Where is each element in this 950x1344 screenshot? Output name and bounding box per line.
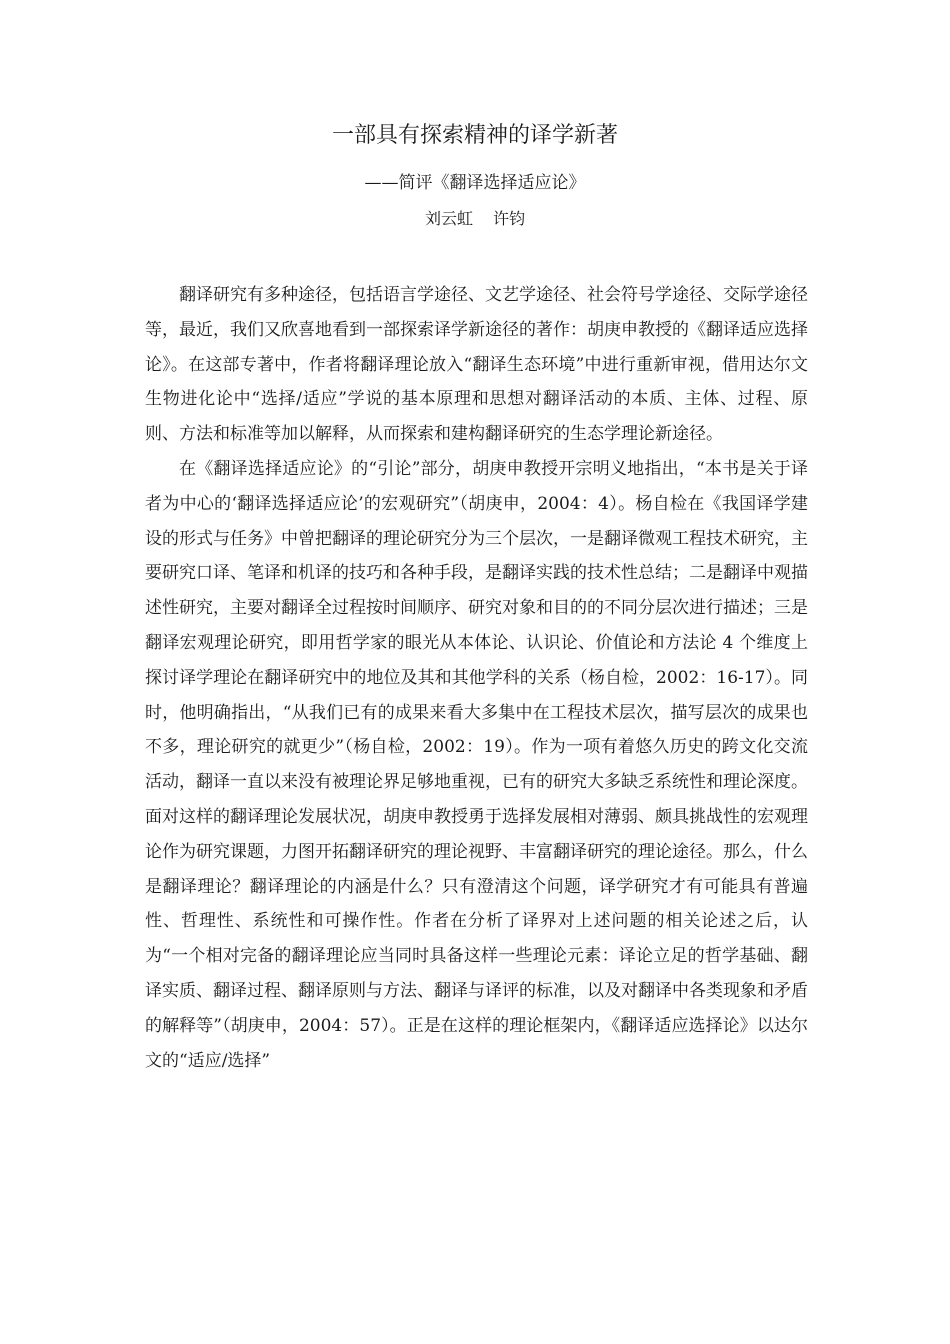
article-title: 一部具有探索精神的译学新著: [331, 123, 618, 148]
article-subtitle: ——简评《翻译选择适应论》: [364, 173, 586, 193]
author-name: 刘云虹: [424, 209, 473, 228]
author-line: [0, 204, 950, 234]
body-paragraph: 在《翻译选择适应论》的“引论”部分，胡庚申教授开宗明义地指出，“本书是关于译者为中心的‘翻译选择适应论’的宏观研究”（胡庚申，2004：4）。杨自检在《我国译学建设的形式与任务》中曾把翻译的理论研究分为三个层次，一是翻译微观工程技术研究，主要研究口译、笔译和机译的技巧和各种手段，是翻译实践的技术性总结；二是翻译中观描述性研究，主要对翻译全过程按时间顺序、研究对象和目的的不同分层次进行描述；三是翻译宏观理论研究，即用哲学家的眼光从本体论、认识论、价值论和方法论 4 个维度上探讨译学理论在翻译研究中的地位及其和其他学科的关系（杨自检，2002：16-17）。同时，他明确指出，“从我们已有的成果来看大多集中在工程技术层次，描写层次的成果也不多，理论研究的就更少”（杨自检，2002：19）。作为一项有着悠久历史的跨文化交流活动，翻译一直以来没有被理论界足够地重视，已有的研究大多缺乏系统性和理论深度。面对这样的翻译理论发展状况，胡庚申教授勇于选择发展相对薄弱、颇具挑战性的宏观理论作为研究课题，力图开拓翻译研究的理论视野、丰富翻译研究的理论途径。那么，什么是翻译理论？翻译理论的内涵是什么？只有澄清这个问题，译学研究才有可能具有普遍性、哲理性、系统性和可操作性。作者在分析了译界对上述问题的相关论述之后，认为“一个相对完备的翻译理论应当同时具备这样一些理论元素：译论立足的哲学基础、翻译实质、翻译过程、翻译原则与方法、翻译与译评的标准，以及对翻译中各类现象和矛盾的解释等”（胡庚申，2004：57）。正是在这样的理论框架内，《翻译适应选择论》以达尔文的“适应/选择”: [145, 458, 808, 1071]
author-name: 许钧: [493, 209, 526, 228]
article-body: [145, 278, 808, 1078]
body-paragraph: 翻译研究有多种途径，包括语言学途径、文艺学途径、社会符号学途径、交际学途径等，最近，我们又欣喜地看到一部探索译学新途径的著作：胡庚申教授的《翻译适应选择论》。在这部专著中，作者将翻译理论放入“翻译生态环境”中进行重新审视，借用达尔文生物进化论中“选择/适应”学说的基本原理和思想对翻译活动的本质、主体、过程、原则、方法和标准等加以解释，从而探索和建构翻译研究的生态学理论新途径。: [145, 285, 808, 445]
